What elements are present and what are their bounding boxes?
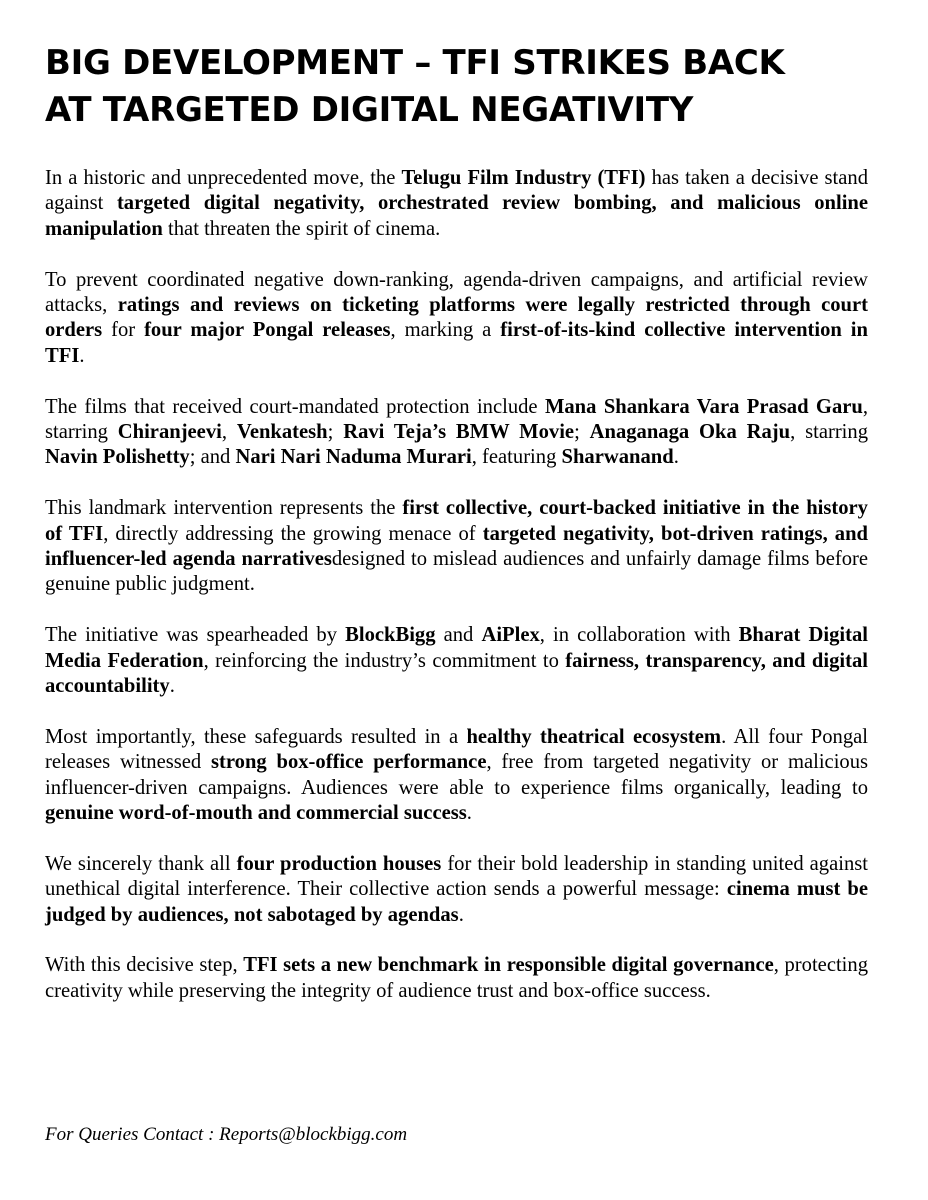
body-text <box>45 166 868 1004</box>
paragraph-initiative: The initiative was spearheaded by BlockBigg and AiPlex, in collaboration with Bharat Digital Media Federation, reinforcing the industry’s commitment to fairness, transparency, and digital accountability. <box>45 624 868 698</box>
paragraph-court-orders: To prevent coordinated negative down-ranking, agenda-driven campaigns, and artificial review attacks, ratings and reviews on ticketing platforms were legally restricted through court orders for four major Pongal releases, marking a first-of-its-kind collective intervention in TFI. <box>45 268 868 367</box>
title-line-1: BIG DEVELOPMENT – TFI STRIKES BACK <box>45 43 785 83</box>
paragraph-intro: In a historic and unprecedented move, the Telugu Film Industry (TFI) has taken a decisive stand against targeted digital negativity, orchestrated review bombing, and malicious online manipulation that threaten the spirit of cinema. <box>45 167 869 240</box>
paragraph-conclusion: With this decisive step, TFI sets a new benchmark in responsible digital governance, protecting creativity while preserving the integrity of audience trust and box-office success. <box>45 954 869 1002</box>
title-line-2: AT TARGETED DIGITAL NEGATIVITY <box>45 90 694 130</box>
page-title <box>45 40 868 134</box>
paragraph-thanks: We sincerely thank all four production houses for their bold leadership in standing united against unethical digital interference. Their collective action sends a powerful message: cinema must be judged by audiences, not sabotaged by agendas. <box>45 852 868 926</box>
paragraph-films: The films that received court-mandated protection include Mana Shankara Vara Prasad Garu, starring Chiranjeevi, Venkatesh; Ravi Teja’s BMW Movie; Anaganaga Oka Raju, starring Navin Polishetty; and Nari Nari Naduma Murari, featuring Sharwanand. <box>45 395 868 469</box>
paragraph-outcome: Most importantly, these safeguards resulted in a healthy theatrical ecosystem. All four Pongal releases witnessed strong box-office performance, free from targeted negativity or malicious influencer-driven campaigns. Audiences were able to experience films organically, leading to genuine word-of-mouth and commercial success. <box>45 725 869 825</box>
paragraph-landmark: This landmark intervention represents the first collective, court-backed initiative in the history of TFI, directly addressing the growing menace of targeted negativity, bot-driven ratings, and influencer-led agenda narrativesdesigned to mislead audiences and unfairly damage films before genuine public judgment. <box>45 497 868 596</box>
contact-email-link[interactable]: Reports@blockbigg.com <box>219 1124 408 1145</box>
press-release <box>45 40 868 1030</box>
contact-footer <box>45 1124 407 1146</box>
contact-label: For Queries Contact : <box>45 1124 220 1145</box>
